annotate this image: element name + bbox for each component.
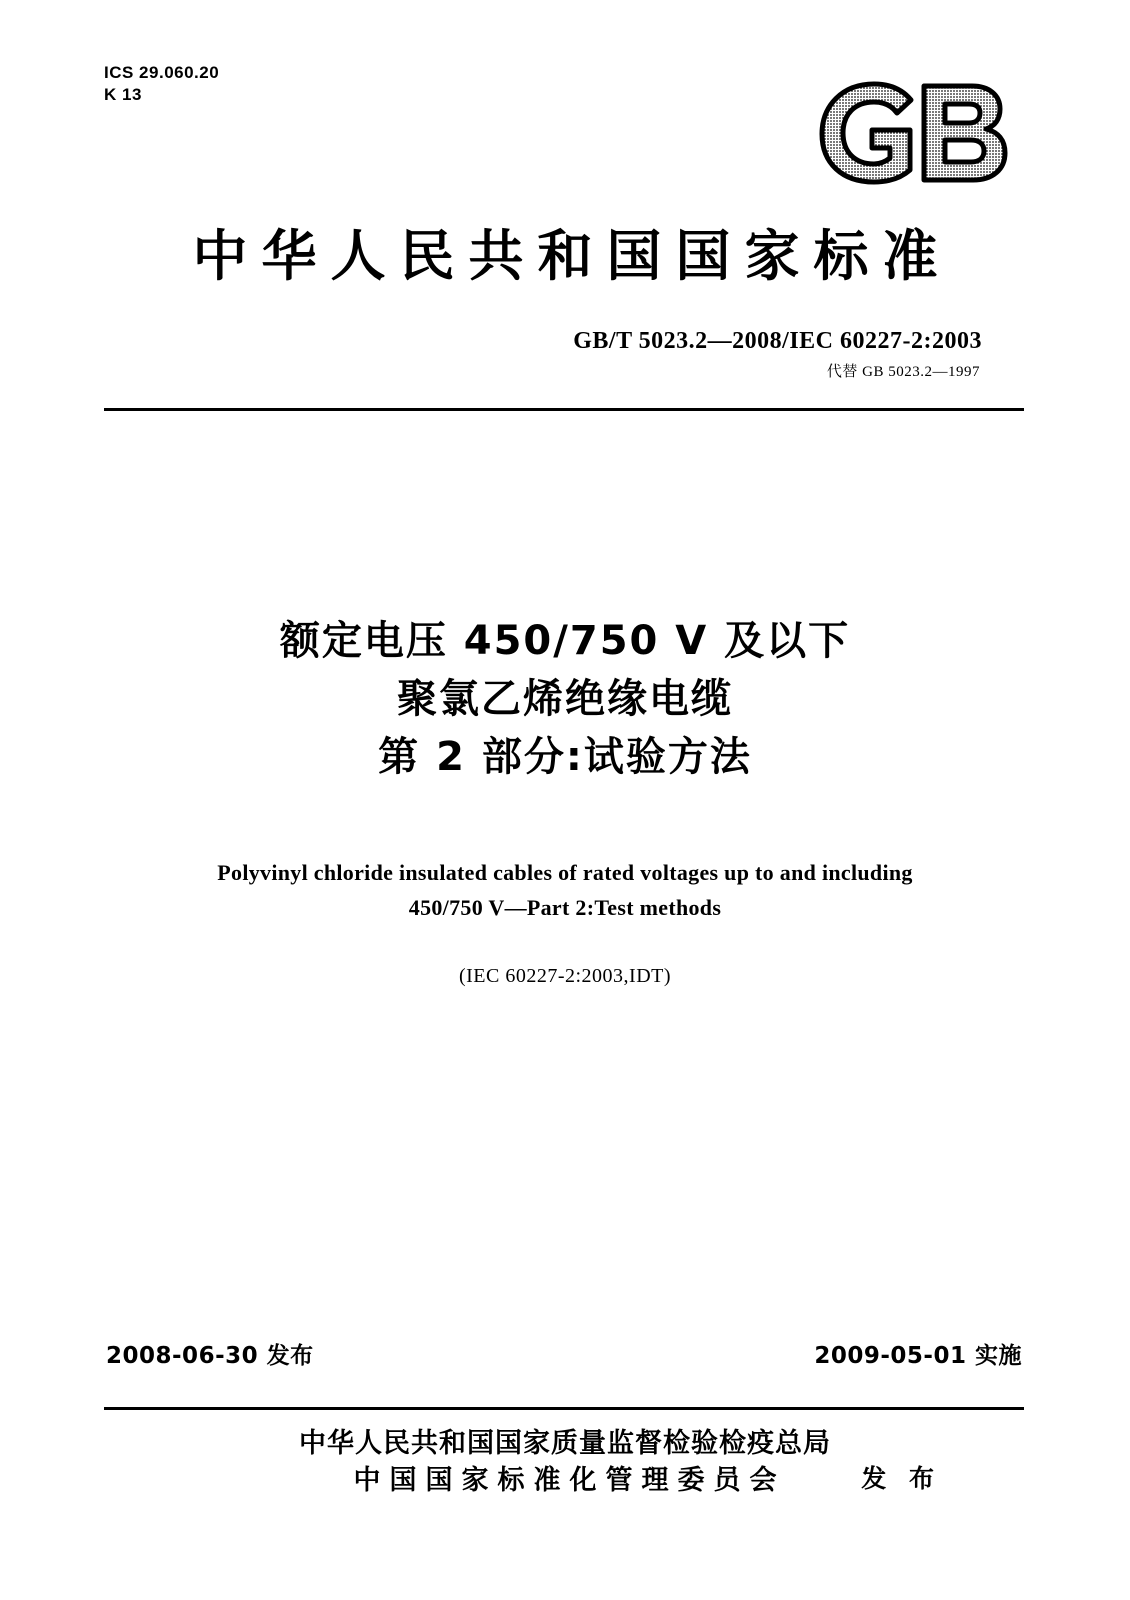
idt-reference: (IEC 60227-2:2003,IDT) <box>458 965 672 987</box>
document-title-chinese-line-1: 额定电压 450/750 V 及以下 <box>279 618 851 664</box>
document-title-english-line-2: 450/750 V—Part 2:Test methods <box>408 895 722 920</box>
page-title: 中华人民共和国国家标准 <box>192 224 952 288</box>
document-title-chinese <box>0 612 1130 786</box>
footer-divider <box>104 1407 1024 1410</box>
publisher-block <box>0 1425 1130 1499</box>
ics-number: ICS 29.060.20 <box>104 63 220 82</box>
issue-date: 2008-06-30 发布 <box>106 1343 314 1369</box>
publisher-organization-1: 中华人民共和国国家质量监督检验检疫总局 <box>299 1428 831 1459</box>
standard-replaces-note: 代替 GB 5023.2—1997 <box>826 364 980 380</box>
document-title-english <box>0 855 1130 925</box>
gb-logo-icon <box>812 78 1022 188</box>
document-title-chinese-line-2: 聚氯乙烯绝缘电缆 <box>397 676 733 722</box>
ccs-classification-code: K 13 <box>104 85 142 104</box>
header-divider <box>104 408 1024 411</box>
standard-number: GB/T 5023.2—2008/IEC 60227-2:2003 <box>573 328 982 354</box>
document-title-chinese-line-3: 第 2 部分:试验方法 <box>378 734 752 780</box>
implementation-date: 2009-05-01 实施 <box>814 1343 1022 1369</box>
publish-label: 发 布 <box>861 1464 941 1493</box>
document-title-english-line-1: Polyvinyl chloride insulated cables of rated voltages up to and including <box>217 860 913 885</box>
ics-classification-block <box>104 62 219 106</box>
publisher-organization-2: 中国国家标准化管理委员会 <box>353 1465 786 1496</box>
